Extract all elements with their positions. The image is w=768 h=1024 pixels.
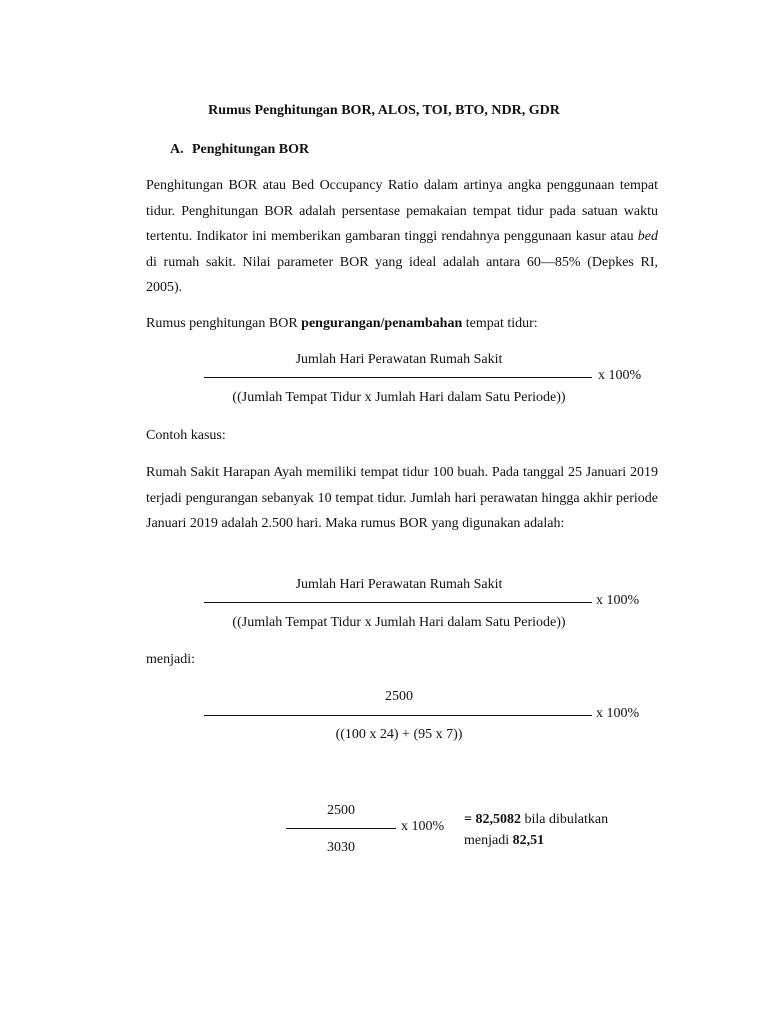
becomes-label: menjadi: [146,652,195,667]
formula4-denominator: 3030 [327,840,355,855]
result-line-1 [464,812,608,828]
formula1-denominator: ((Jumlah Tempat Tidur x Jumlah Hari dalam Satu Periode)) [232,390,566,405]
result-text: bila dibulatkan [520,812,609,827]
formula3-multiplier: x 100% [596,706,640,721]
section-heading [170,142,309,158]
case-paragraph: Rumah Sakit Harapan Ayah memiliki tempat tidur 100 buah. Pada tanggal 25 Januari 2019 terjadi pengurangan sebanyak 10 tempat tidur. Jumlah hari perawatan hingga akhir periode Januari 2019 adalah 2.500 hari. Maka rumus BOR yang digunakan adalah: [146,465,658,532]
formula1-numerator: Jumlah Hari Perawatan Rumah Sakit [295,352,503,367]
result-rounded-prefix: menjadi [464,833,513,848]
formula2-numerator: Jumlah Hari Perawatan Rumah Sakit [295,577,503,592]
formula-intro [146,316,538,332]
formula3-numerator: 2500 [385,689,413,704]
result-value: = 82,5082 [464,812,521,827]
intro-text-2: di rumah sakit. Nilai parameter BOR yang ideal adalah antara 60—85% (Depkes RI, 2005). [146,254,658,296]
formula3-fraction-bar [204,715,592,716]
formula4-numerator: 2500 [327,803,355,818]
intro-italic: bed [637,229,658,245]
section-label: Penghitungan BOR [192,142,310,157]
formula-intro-suffix: tempat tidur: [462,316,538,331]
formula4-multiplier: x 100% [401,819,445,834]
formula-intro-prefix: Rumus penghitungan BOR [146,316,302,331]
formula4-fraction-bar [286,828,396,829]
result-rounded-value: 82,51 [512,833,545,848]
formula2-fraction-bar [204,602,592,603]
formula2-multiplier: x 100% [596,593,640,608]
formula-intro-bold: pengurangan/penambahan [301,316,463,331]
intro-text-1: Penghitungan BOR atau Bed Occupancy Ratio dalam artinya angka penggunaan tempat tidur. Penghitungan BOR adalah persentase pemakaian tempat tidur pada satuan waktu tertentu. Indikator ini memberikan gambaran tinggi rendahnya penggunaan kasur atau [146,178,658,245]
document-title: Rumus Penghitungan BOR, ALOS, TOI, BTO, NDR, GDR [208,103,560,118]
formula1-fraction-bar [204,377,592,378]
section-number: A. [170,142,184,157]
intro-paragraph [146,173,658,301]
formula3-denominator: ((100 x 24) + (95 x 7)) [335,727,463,742]
formula2-denominator: ((Jumlah Tempat Tidur x Jumlah Hari dalam Satu Periode)) [232,615,566,630]
result-line-2 [464,833,544,849]
formula1-multiplier: x 100% [598,368,642,383]
case-label: Contoh kasus: [146,428,226,443]
